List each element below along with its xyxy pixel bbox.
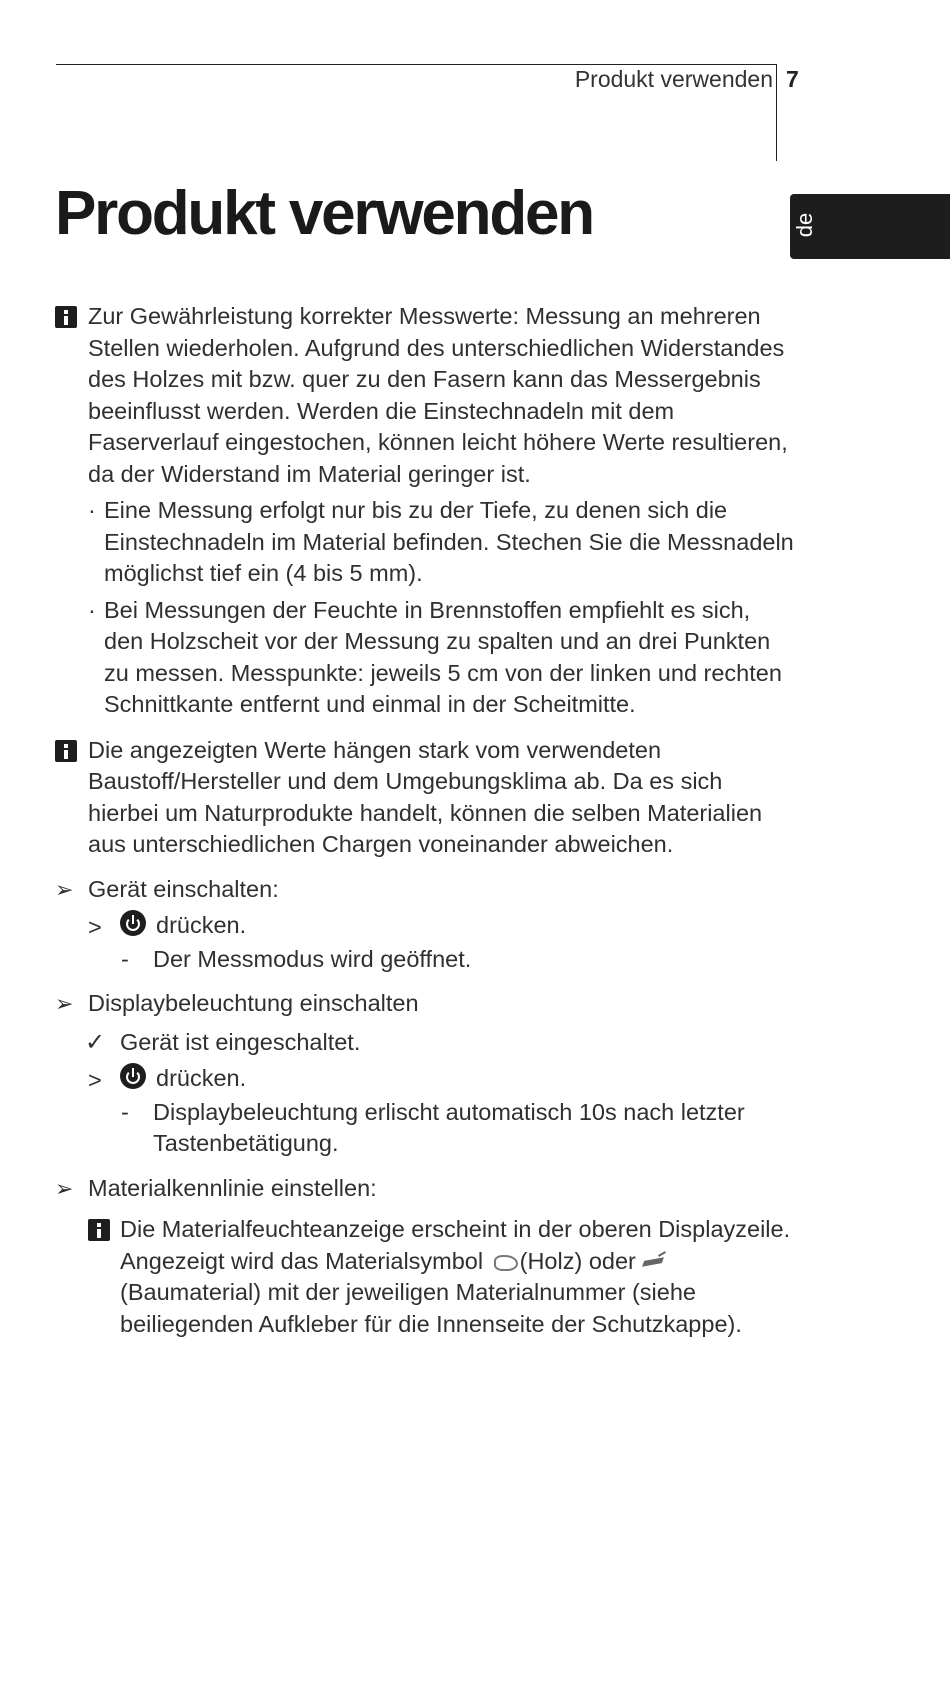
wood-icon — [494, 1255, 518, 1271]
language-tab — [790, 194, 950, 259]
info-note-values — [55, 735, 795, 861]
info-note-measurement — [55, 301, 795, 721]
power-button-icon — [120, 1063, 146, 1089]
step-switch-on — [55, 874, 795, 906]
action-marker: > — [88, 1067, 102, 1093]
step-backlight — [55, 988, 795, 1020]
power-button-icon — [120, 910, 146, 936]
arrow-icon: ➢ — [55, 991, 74, 1016]
action-text: drücken. — [156, 1065, 247, 1091]
step-action — [55, 1063, 795, 1095]
precondition-text: Gerät ist eingeschaltet. — [120, 1028, 361, 1055]
result-text: Displaybeleuchtung erlischt automatisch 10s nach letzter Tastenbetätigung. — [153, 1098, 745, 1156]
check-icon: ✓ — [85, 1028, 106, 1056]
page-number: 7 — [786, 66, 799, 92]
result-marker: - — [121, 945, 129, 972]
language-tab-label: de — [792, 212, 817, 238]
info-icon — [55, 306, 77, 328]
info-icon — [88, 1219, 110, 1241]
info-icon — [55, 740, 77, 762]
arrow-icon: ➢ — [55, 1175, 74, 1201]
bullet-list — [88, 495, 795, 721]
step-title: Gerät einschalten: — [88, 875, 279, 902]
action-text: drücken. — [156, 912, 247, 938]
running-header-title: Produkt verwenden — [574, 66, 773, 92]
info-note-text: Zur Gewährleistung korrekter Messwerte: Messung an mehreren Stellen wiederholen. Aufgrund des unterschiedlichen Widerstandes des Holzes mit bzw. quer zu den Fasern kann das Messergebnis beeinflusst werden. Werden die Einstechnadeln mit dem Faserverlauf eingestochen, können leicht höhere Werte resultieren, da der Widerstand im Material geringer ist. — [88, 303, 788, 487]
step-precondition — [55, 1027, 795, 1059]
arrow-icon: ➢ — [55, 876, 74, 902]
result-text: Der Messmodus wird geöffnet. — [153, 945, 472, 972]
action-marker: > — [88, 914, 102, 940]
step-result — [55, 944, 795, 976]
step-action — [55, 910, 795, 942]
page-title: Produkt verwenden — [55, 179, 593, 248]
info-note-text: Die Materialfeuchteanzeige erscheint in der oberen Displayzeile. Angezeigt wird das Materialsymbol — [120, 1216, 791, 1274]
page-content — [55, 301, 795, 1340]
header-rule — [56, 64, 776, 65]
list-item: · Bei Messungen der Feuchte in Brennstoffen empfiehlt es sich, den Holzscheit vor der Messung zu spalten und an drei Punkten zu messen. Messpunkte: jeweils 5 cm von der linken und rechten Schnittkante entfernt und einmal in der Scheitmitte. — [88, 595, 795, 721]
step-result — [55, 1097, 795, 1160]
step-material — [55, 1173, 795, 1205]
info-note-text: (Holz) oder — [519, 1247, 636, 1274]
step-title: Displaybeleuchtung einschalten — [88, 990, 419, 1016]
step-title: Materialkennlinie einstellen: — [88, 1174, 377, 1201]
header-vertical-rule — [776, 64, 777, 161]
info-note-text: Die angezeigten Werte hängen stark vom verwendeten Baustoff/Hersteller und dem Umgebungsklima ab. Da es sich hierbei um Naturprodukte handelt, können die selben Materialien aus unterschiedlichen Chargen voneinander abweichen. — [88, 736, 763, 857]
info-note-material — [55, 1214, 795, 1340]
trowel-icon — [642, 1251, 668, 1271]
list-item: · Eine Messung erfolgt nur bis zu der Tiefe, zu denen sich die Einstechnadeln im Material befinden. Stechen Sie die Messnadeln möglichst tief ein (4 bis 5 mm). — [88, 495, 795, 590]
result-marker: - — [121, 1098, 129, 1125]
info-note-text: (Baumaterial) mit der jeweiligen Materialnummer (siehe beiliegenden Aufkleber für die Innenseite der Schutzkappe). — [120, 1279, 742, 1337]
